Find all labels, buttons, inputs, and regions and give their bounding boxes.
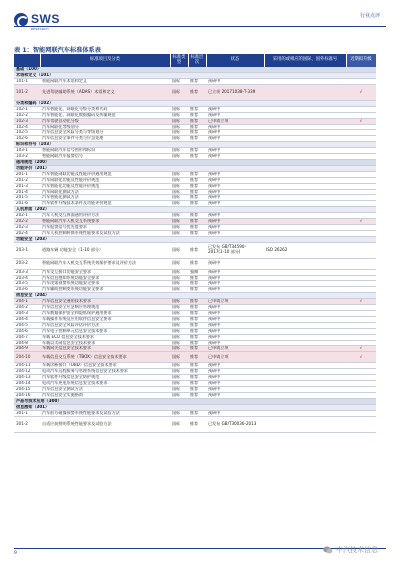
subsection-title: 标识和符号（103）	[14, 142, 376, 148]
watermark	[323, 545, 378, 555]
cell-status: 预研中	[206, 154, 264, 160]
cell-type: 国标	[170, 346, 188, 352]
cell-status: 预研中	[206, 230, 264, 236]
subsection-title: 信息感知（301）	[14, 404, 376, 410]
cell-name: 汽车信息安全实施指南	[40, 392, 170, 398]
cell-name: 汽车网联化等级划分	[40, 124, 170, 130]
page-number: 9	[14, 551, 17, 556]
cell-level: 推荐	[188, 154, 206, 160]
cell-level: 推荐	[188, 275, 206, 281]
table-caption: 表 1：智能网联汽车标准体系表	[14, 47, 101, 54]
cell-code: 204-10	[14, 352, 40, 363]
cell-code: 204-15	[14, 386, 40, 392]
cell-code: 102-5	[14, 130, 40, 136]
cell-intl-standard	[264, 352, 346, 363]
cell-code: 204-9	[14, 346, 40, 352]
cell-upgrade-mark: √	[346, 84, 376, 100]
cell-name: 汽车智能化功能及性能评价规范	[40, 183, 170, 189]
cell-status: 预研中	[206, 281, 264, 287]
cell-status: 预研中	[206, 258, 264, 269]
cell-name: 汽车信息安全风险评估评价方法	[40, 322, 170, 328]
cell-level: 推荐	[188, 136, 206, 142]
col-header-upgrade: 近期拟升级	[346, 54, 376, 67]
cell-code: 204-13	[14, 375, 40, 381]
cell-name: 汽车网联化功能及性能评价规范	[40, 177, 170, 183]
cell-level: 推荐	[188, 410, 206, 416]
cell-code: 203-5	[14, 281, 40, 287]
cell-level: 推荐	[188, 112, 206, 118]
cell-name: 汽车数据保护安全和隐私保护通用要求	[40, 311, 170, 317]
cell-type: 国标	[170, 275, 188, 281]
cell-status: 预研中	[206, 177, 264, 183]
cell-type: 国标	[170, 195, 188, 201]
cell-code: 201-4	[14, 189, 40, 195]
cell-type: 国标	[170, 213, 188, 219]
cell-status: 预研中	[206, 287, 264, 293]
cell-name: 智能网联汽车术语和定义	[40, 79, 170, 85]
cell-type: 国标	[170, 84, 188, 100]
cell-name: 自适应前照明系统性能要求及试验方法	[40, 416, 170, 432]
cell-status: 预研中	[206, 106, 264, 112]
logo-text: SWS	[31, 12, 60, 26]
cell-upgrade-mark: √	[346, 118, 376, 124]
cell-status: 预研中	[206, 269, 264, 275]
cell-status: 预研中	[206, 213, 264, 219]
cell-level: 推荐	[188, 322, 206, 328]
cell-status: 已申请立项	[206, 346, 264, 352]
col-header-type: 标准类型	[170, 54, 188, 67]
standards-table	[14, 54, 377, 433]
cell-status: 预研中	[206, 201, 264, 207]
cell-status: 预研中	[206, 195, 264, 201]
cell-name: 智能网联汽车报警信号	[40, 154, 170, 160]
cell-status: 已申请立项	[206, 118, 264, 124]
cell-status: 预研中	[206, 112, 264, 118]
cell-upgrade-mark: √	[346, 346, 376, 352]
subsection-title: 分类和编码（102）	[14, 100, 376, 106]
cell-code: 204-8	[14, 340, 40, 346]
cell-type: 国标	[170, 375, 188, 381]
cell-type: 国标	[170, 363, 188, 369]
cell-code: 102-1	[14, 106, 40, 112]
table-row	[14, 352, 376, 363]
cell-level: 推荐	[188, 363, 206, 369]
section-title: 基础（100）	[14, 67, 376, 73]
cell-code: 204-1	[14, 299, 40, 305]
cell-level: 推荐	[188, 416, 206, 432]
cell-status: 预研中	[206, 381, 264, 387]
cell-code: 103-1	[14, 148, 40, 154]
cell-status: 预研中	[206, 410, 264, 416]
cell-code: 102-3	[14, 118, 40, 124]
cell-type: 国标	[170, 136, 188, 142]
cell-status: 预研中	[206, 363, 264, 369]
cell-status: 预研中	[206, 171, 264, 177]
watermark-text: 中汽技术信息	[336, 546, 378, 554]
cell-status: 预研中	[206, 189, 264, 195]
cell-level: 推荐	[188, 201, 206, 207]
cell-code: 204-2	[14, 305, 40, 311]
subsection-title: 功能评价（201）	[14, 165, 376, 171]
logo-subtext: RESEARCH	[31, 27, 49, 31]
cell-type: 国标	[170, 112, 188, 118]
col-header-code	[14, 54, 40, 67]
cell-status: 预研中	[206, 334, 264, 340]
cell-code: 204-12	[14, 369, 40, 375]
cell-level: 推荐	[188, 213, 206, 219]
cell-level: 推荐	[188, 346, 206, 352]
cell-level: 推荐	[188, 381, 206, 387]
cell-status: 预研中	[206, 340, 264, 346]
cell-type: 国标	[170, 230, 188, 236]
cell-level: 推荐	[188, 334, 206, 340]
cell-type: 国标	[170, 224, 188, 230]
cell-code: 201-3	[14, 183, 40, 189]
cell-type: 国标	[170, 258, 188, 269]
cell-status: 已立项 20171038-T-339	[206, 84, 264, 100]
cell-type: 国标	[170, 183, 188, 189]
subsection-title: 信息安全（204）	[14, 293, 376, 299]
cell-name: 先进驾驶辅助系统（ADAS）术语和定义	[40, 84, 170, 100]
cell-name: 汽车电子控制单元信息安全技术要求	[40, 328, 170, 334]
cell-status: 预研中	[206, 392, 264, 398]
cell-status: 预研中	[206, 136, 264, 142]
cell-status: 预研中	[206, 322, 264, 328]
cell-code: 204-14	[14, 381, 40, 387]
cell-level: 推荐	[188, 299, 206, 305]
cell-level: 推荐	[188, 242, 206, 258]
cell-level: 推荐	[188, 392, 206, 398]
cell-status: 预研中	[206, 369, 264, 375]
col-header-name: 标准项目及分类	[40, 54, 170, 67]
cell-code: 201-6	[14, 201, 40, 207]
cell-code: 202-2	[14, 219, 40, 225]
cell-code: 202-1	[14, 213, 40, 219]
cell-name: 车载诊断接口（OBD）信息安全技术要求	[40, 363, 170, 369]
cell-code: 203-6	[14, 287, 40, 293]
cell-level: 推荐	[188, 219, 206, 225]
table-row	[14, 258, 376, 269]
cell-level: 推荐	[188, 84, 206, 100]
cell-code: 301-1	[14, 410, 40, 416]
cell-type: 国标	[170, 392, 188, 398]
cell-type: 国标	[170, 171, 188, 177]
cell-type: 国标	[170, 242, 188, 258]
cell-status: 已发布 GB/T30036-2013	[206, 416, 264, 432]
cell-level: 推荐	[188, 195, 206, 201]
cell-name: 汽车报警信号优先度要求	[40, 224, 170, 230]
cell-name: 汽车人机控制转换系统性能要求及试验方法	[40, 230, 170, 236]
cell-type: 国标	[170, 352, 188, 363]
table-row	[14, 242, 376, 258]
cell-code: 204-5	[14, 322, 40, 328]
cell-code: 202-3	[14, 224, 40, 230]
cell-type: 国标	[170, 305, 188, 311]
cell-name: 汽车决策预警系统功能安全要求	[40, 281, 170, 287]
cell-type: 国标	[170, 124, 188, 130]
cell-level: 推荐	[188, 224, 206, 230]
cell-code: 101-2	[14, 84, 40, 100]
cell-level: 推荐	[188, 230, 206, 236]
cell-level: 推荐	[188, 148, 206, 154]
cell-type: 国标	[170, 177, 188, 183]
cell-level: 推荐	[188, 328, 206, 334]
subsection-title: 术语和定义（101）	[14, 73, 376, 79]
cell-status: 已申请立项	[206, 352, 264, 363]
cell-type: 国标	[170, 316, 188, 322]
cell-name: 汽车信息感知系统功能安全要求	[40, 275, 170, 281]
cell-type: 国标	[170, 281, 188, 287]
cell-code: 204-3	[14, 311, 40, 317]
cell-level: 推荐	[188, 177, 206, 183]
cell-type: 国标	[170, 386, 188, 392]
col-header-intl: 采用的或相应的国际、国外标准号	[264, 54, 346, 67]
table-row	[14, 416, 376, 432]
section-title: 通用规范（200）	[14, 159, 376, 165]
cell-type: 国标	[170, 381, 188, 387]
cell-status: 预研中	[206, 79, 264, 85]
cell-code: 203-3	[14, 269, 40, 275]
cell-name: 汽车信息安全应急响应管理规范	[40, 305, 170, 311]
cell-type: 国标	[170, 219, 188, 225]
cell-upgrade-mark: √	[346, 352, 376, 363]
cell-name: 汽车智能网联功能及性能评价通用规范	[40, 171, 170, 177]
cell-name: 汽车驾驶自动化分级	[40, 118, 170, 124]
cell-level: 推荐	[188, 375, 206, 381]
cell-intl-standard	[264, 84, 346, 100]
cell-name: 电动汽车远程服务与管理系统信息安全技术要求	[40, 369, 170, 375]
cell-name: 汽车智能化、网联化数据编码及传输规范	[40, 112, 170, 118]
cell-type: 国标	[170, 189, 188, 195]
cell-status: 预研中	[206, 375, 264, 381]
cell-code: 301-2	[14, 416, 40, 432]
cell-name: 车载网关信息安全技术要求	[40, 346, 170, 352]
cell-name: 道路车辆 功能安全（1-10 部分）	[40, 242, 170, 258]
cell-intl-standard	[264, 258, 346, 269]
cell-type: 国标	[170, 334, 188, 340]
cell-type: 国标	[170, 322, 188, 328]
cell-status: 已申请立项	[206, 299, 264, 305]
cell-code: 204-16	[14, 392, 40, 398]
cell-code: 204-7	[14, 334, 40, 340]
cell-type: 国标	[170, 369, 188, 375]
cell-type: 国标	[170, 130, 188, 136]
cell-type: 国标	[170, 340, 188, 346]
cell-level: 推荐	[188, 281, 206, 287]
cell-name: 汽车网联化测试方法	[40, 189, 170, 195]
cell-type: 国标	[170, 154, 188, 160]
cell-level: 推荐	[188, 305, 206, 311]
table-header-row	[14, 54, 376, 67]
cell-name: 汽车人机交互界面通用评价方法	[40, 213, 170, 219]
col-header-level: 标准层次	[188, 54, 206, 67]
cell-level: 推荐	[188, 287, 206, 293]
cell-code: 101-1	[14, 79, 40, 85]
cell-level: 推荐	[188, 386, 206, 392]
cell-name: 汽车信息安全事件分类与应急处理	[40, 136, 170, 142]
cell-level: 推荐	[188, 369, 206, 375]
cell-status: 预研中	[206, 130, 264, 136]
cell-type: 国标	[170, 287, 188, 293]
cell-code: 203-1	[14, 242, 40, 258]
table-row	[14, 84, 376, 100]
cell-type: 国标	[170, 148, 188, 154]
cell-upgrade-mark	[346, 258, 376, 269]
report-type: 行业点评	[359, 13, 380, 19]
cell-type: 国标	[170, 118, 188, 124]
cell-level: 推荐	[188, 189, 206, 195]
cell-type: 国标	[170, 311, 188, 317]
report-header	[0, 0, 400, 31]
cell-status: 预研中	[206, 328, 264, 334]
cell-level: 推荐	[188, 316, 206, 322]
cell-type: 国标	[170, 201, 188, 207]
cell-type: 国标	[170, 79, 188, 85]
cell-name: 汽车智能化测试方法	[40, 195, 170, 201]
cell-status: 预研中	[206, 386, 264, 392]
cell-code: 202-4	[14, 230, 40, 236]
cell-intl-standard: ISO 26262	[264, 242, 346, 258]
cell-name: 汽车软件升级信息安全防护规范	[40, 375, 170, 381]
cell-status: 预研中	[206, 275, 264, 281]
cell-code: 102-6	[14, 136, 40, 142]
cell-code: 203-4	[14, 275, 40, 281]
cell-name: 智能网联汽车人机交互系统失效保护要求及评价方法	[40, 258, 170, 269]
cell-type: 国标	[170, 410, 188, 416]
cell-level: 推荐	[188, 79, 206, 85]
cell-type: 国标	[170, 269, 188, 275]
cell-status: 预研中	[206, 183, 264, 189]
cell-level: 推荐	[188, 352, 206, 363]
cell-code: 204-11	[14, 363, 40, 369]
cell-name: 车载 ECU 信息安全技术要求	[40, 334, 170, 340]
cell-status: 预研中	[206, 311, 264, 317]
cell-type: 国标	[170, 416, 188, 432]
cell-level: 推荐	[188, 311, 206, 317]
cell-status: 预研中	[206, 316, 264, 322]
cell-status: 已发布 GB/T34590-2017(1-10 部分)	[206, 242, 264, 258]
cell-upgrade-mark: √	[346, 299, 376, 305]
cell-type: 国标	[170, 328, 188, 334]
wechat-icon	[323, 546, 333, 554]
logo-mark-icon	[14, 13, 28, 27]
subsection-title: 功能安全（203）	[14, 236, 376, 242]
cell-type: 国标	[170, 299, 188, 305]
cell-level: 强制	[188, 269, 206, 275]
cell-name: 汽车软件升级技术条件及功能评价规范	[40, 201, 170, 207]
standards-table-container	[14, 54, 376, 433]
cell-status: 预研中	[206, 148, 264, 154]
cell-level: 推荐	[188, 124, 206, 130]
header-rule	[14, 26, 386, 27]
cell-upgrade-mark	[346, 242, 376, 258]
cell-code: 102-2	[14, 112, 40, 118]
cell-status: 预研中	[206, 305, 264, 311]
cell-name: 智能网联汽车信号图形和标识	[40, 148, 170, 154]
cell-code: 204-6	[14, 328, 40, 334]
cell-level: 推荐	[188, 118, 206, 124]
table-body	[14, 67, 376, 432]
cell-name: 汽车前方碰撞预警系统性能要求及试验方法	[40, 410, 170, 416]
cell-code: 102-4	[14, 124, 40, 130]
cell-name: 汽车信息安全测试方法	[40, 386, 170, 392]
cell-code: 103-2	[14, 154, 40, 160]
cell-level: 推荐	[188, 171, 206, 177]
cell-code: 201-1	[14, 171, 40, 177]
cell-upgrade-mark: √	[346, 219, 376, 225]
cell-level: 推荐	[188, 130, 206, 136]
cell-upgrade-mark	[346, 416, 376, 432]
cell-level: 推荐	[188, 106, 206, 112]
cell-status: 预研中	[206, 124, 264, 130]
cell-code: 204-4	[14, 316, 40, 322]
cell-code: 201-2	[14, 177, 40, 183]
cell-name: 汽车信息安全风险分类与等级划分	[40, 130, 170, 136]
cell-name: 汽车信息安全通用技术要求	[40, 299, 170, 305]
cell-name: 汽车辅助控制类系统功能安全要求	[40, 287, 170, 293]
cell-name: 智能网联汽车人机交互系统要求	[40, 219, 170, 225]
cell-name: 车载操作系统及应用软件信息安全要求	[40, 316, 170, 322]
col-header-status: 状态	[206, 54, 264, 67]
cell-level: 推荐	[188, 183, 206, 189]
cell-name: 汽车智能化、网联化分级分类和代码	[40, 106, 170, 112]
cell-name: 汽车交互接口功能安全要求	[40, 269, 170, 275]
cell-level: 推荐	[188, 258, 206, 269]
subsection-title: 人机界面（202）	[14, 207, 376, 213]
cell-level: 推荐	[188, 340, 206, 346]
cell-intl-standard	[264, 416, 346, 432]
cell-code: 201-5	[14, 195, 40, 201]
cell-code: 203-2	[14, 258, 40, 269]
company-logo	[14, 8, 60, 31]
cell-name: 车载以太网信息安全技术要求	[40, 340, 170, 346]
cell-status: 预研中	[206, 224, 264, 230]
section-title: 产品与技术应用（300）	[14, 398, 376, 404]
cell-name: 电动汽车充电系统信息安全技术要求	[40, 381, 170, 387]
cell-status: 预研中	[206, 219, 264, 225]
cell-type: 国标	[170, 106, 188, 112]
cell-name: 车载信息交互系统（TBOX）信息安全技术要求	[40, 352, 170, 363]
